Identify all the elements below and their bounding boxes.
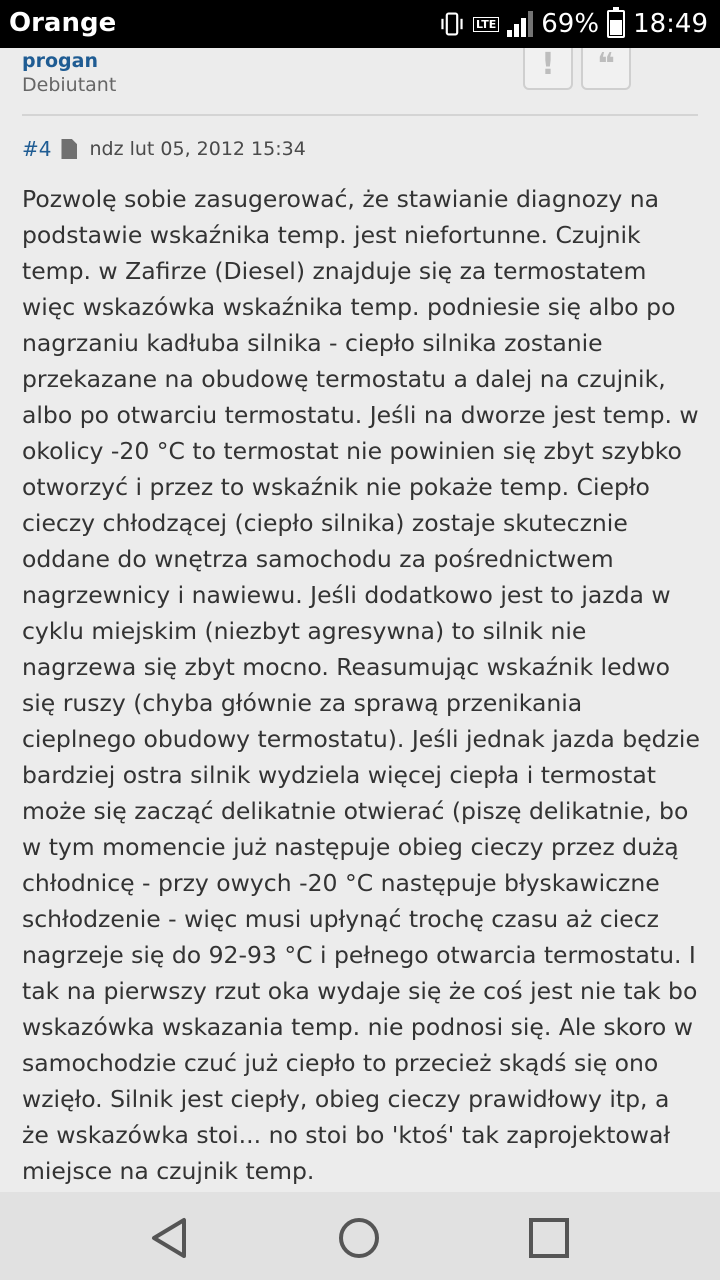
status-bar [0,0,720,48]
document-icon[interactable] [61,139,77,159]
back-icon[interactable] [148,1216,192,1260]
post-author[interactable]: progan [22,50,98,72]
post-body: Pozwolę sobie zasugerować, że stawianie diagnozy na podstawie wskaźnika temp. jest niefortunne. Czujnik temp. w Zafirze (Diesel) znajduje się za termostatem więc wskazówka wskaźnika temp. podniesie się albo po nagrzaniu kadłuba silnika - ciepło silnika zostanie przekazane na obudowę termostatu a dalej na czujnik, albo po otwarciu termostatu. Jeśli na dworze jest temp. w okolicy -20 °C to termostat nie powinien się zbyt szybko otworzyć i przez to wskaźnik nie pokaże temp. Ciepło cieczy chłodzącej (ciepło silnika) zostaje skutecznie oddane do wnętrza samochodu za pośrednictwem nagrzewnicy i nawiewu. Jeśli dodatkowo jest to jazda w cyklu miejskim (niezbyt agresywna) to silnik nie nagrzewa się zbyt mocno. Reasumując wskaźnik ledwo się ruszy (chyba głównie za sprawą przenikania cieplnego obudowy termostatu). Jeśli jednak jazda będzie bardziej ostra silnik wydziela więcej ciepła i termostat może się zacząć delikatnie otwierać (piszę delikatnie, bo w tym momencie już następuje obieg cieczy przez dużą chłodnicę - przy owych -20 °C następuje błyskawiczne schłodzenie - więc musi upłynąć trochę czasu aż ciecz nagrzeje się do 92-93 °C i pełnego otwarcia termostatu. I tak na pierwszy rzut oka wydaje się że coś jest nie tak bo wskazówka wskazania temp. nie podnosi się. Ale skoro w samochodzie czuć już ciepło to przecież skądś się ono wzięło. Silnik jest ciepły, obieg cieczy prawidłowy itp, a że wskazówka stoi... no stoi bo 'ktoś' tak zaprojektował miejsce na czujnik temp. [22,185,700,1185]
signal-icon [507,11,533,37]
report-button[interactable]: ! [523,48,573,90]
post-number-link[interactable]: #4 [22,137,52,161]
battery-percent: 69% [541,9,600,39]
divider [22,114,698,116]
post-meta [22,137,306,161]
battery-icon [607,10,625,38]
post-date: ndz lut 05, 2012 15:34 [89,138,306,160]
navigation-bar [0,1192,720,1280]
forum-post [0,48,720,1192]
quote-button[interactable]: ❝ [581,48,631,90]
recents-icon[interactable] [527,1216,571,1260]
carrier-name: Orange [9,8,117,38]
status-icons [439,6,708,42]
clock: 18:49 [633,9,708,39]
home-icon[interactable] [337,1216,381,1260]
vibrate-icon [439,9,465,39]
lte-icon: LTE [473,17,499,32]
author-rank: Debiutant [22,74,117,96]
